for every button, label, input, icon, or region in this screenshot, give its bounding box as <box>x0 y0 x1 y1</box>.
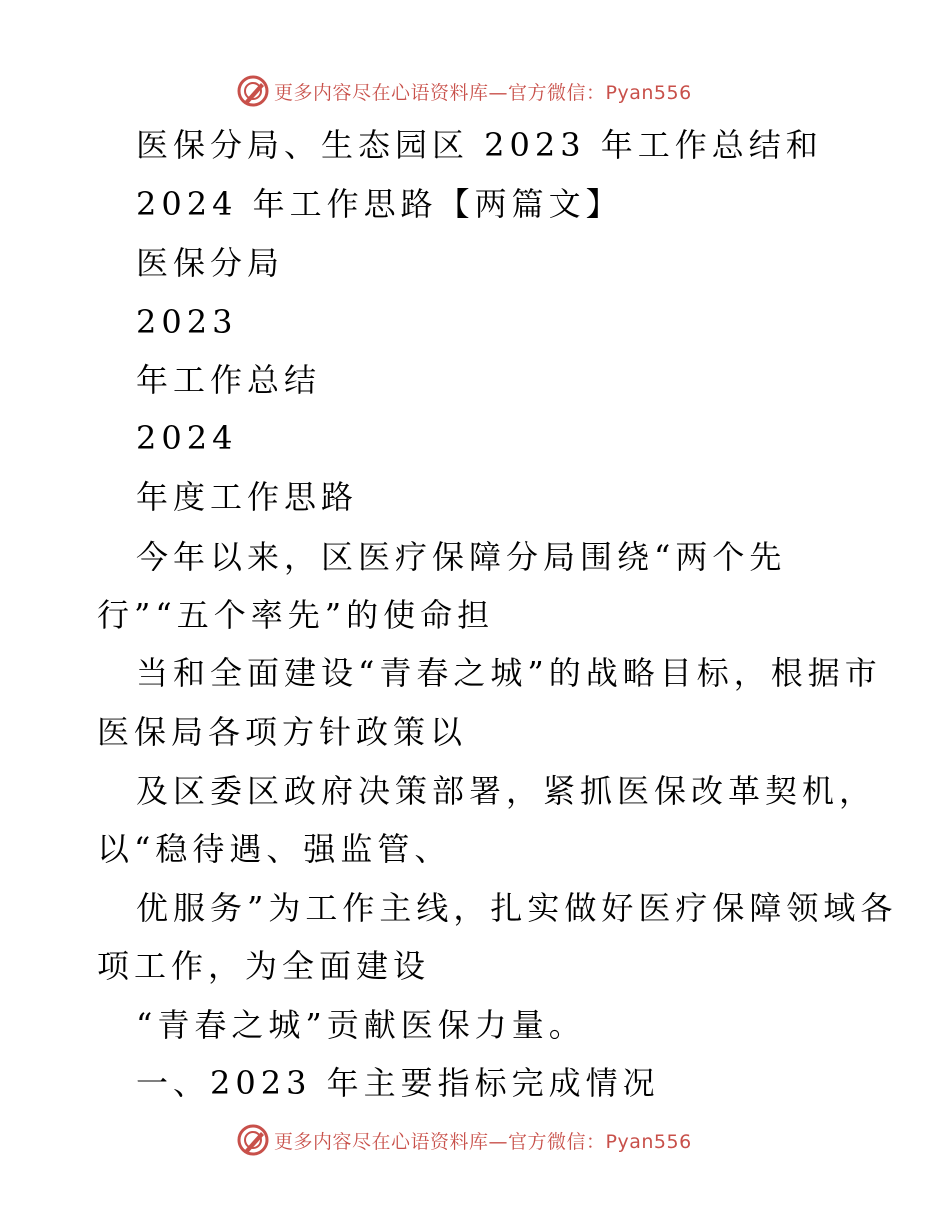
section-heading-main-indicators: 一、2023 年主要指标完成情况 <box>136 1064 660 1102</box>
paragraph-line: 优服务”为工作主线，扎实做好医疗保障领域各 <box>136 889 898 927</box>
paragraph-line: “青春之城”贡献医保力量。 <box>136 1006 586 1044</box>
footer-watermark <box>236 1123 692 1157</box>
watermark-text: 更多内容尽在心语资料库—官方微信：Pyan556 <box>274 81 692 104</box>
header-watermark <box>236 74 692 108</box>
paragraph-line: 以“稳待遇、强监管、 <box>97 830 452 868</box>
document-title-line-2: 2024 年工作思路【两篇文】 <box>136 185 623 223</box>
section-heading: 年度工作思路 <box>136 478 359 516</box>
section-heading: 2023 <box>136 303 238 341</box>
paragraph-line: 项工作，为全面建设 <box>97 947 431 985</box>
paragraph-line: 医保局各项方针政策以 <box>97 713 468 751</box>
paragraph-line: 及区委区政府决策部署，紧抓医保改革契机， <box>136 772 877 810</box>
paragraph-line: 行”“五个率先”的使命担 <box>97 596 495 634</box>
document-title-line-1: 医保分局、生态园区 2023 年工作总结和 <box>136 126 823 164</box>
paragraph-line: 今年以来，区医疗保障分局围绕“两个先 <box>136 538 787 576</box>
watermark-text: 更多内容尽在心语资料库—官方微信：Pyan556 <box>274 1130 692 1153</box>
pen-seal-logo-icon <box>236 74 270 108</box>
section-heading: 医保分局 <box>136 244 285 282</box>
section-heading: 年工作总结 <box>136 361 322 399</box>
pen-seal-logo-icon <box>236 1123 270 1157</box>
paragraph-line: 当和全面建设“青春之城”的战略目标，根据市 <box>136 654 882 692</box>
section-heading: 2024 <box>136 419 238 457</box>
